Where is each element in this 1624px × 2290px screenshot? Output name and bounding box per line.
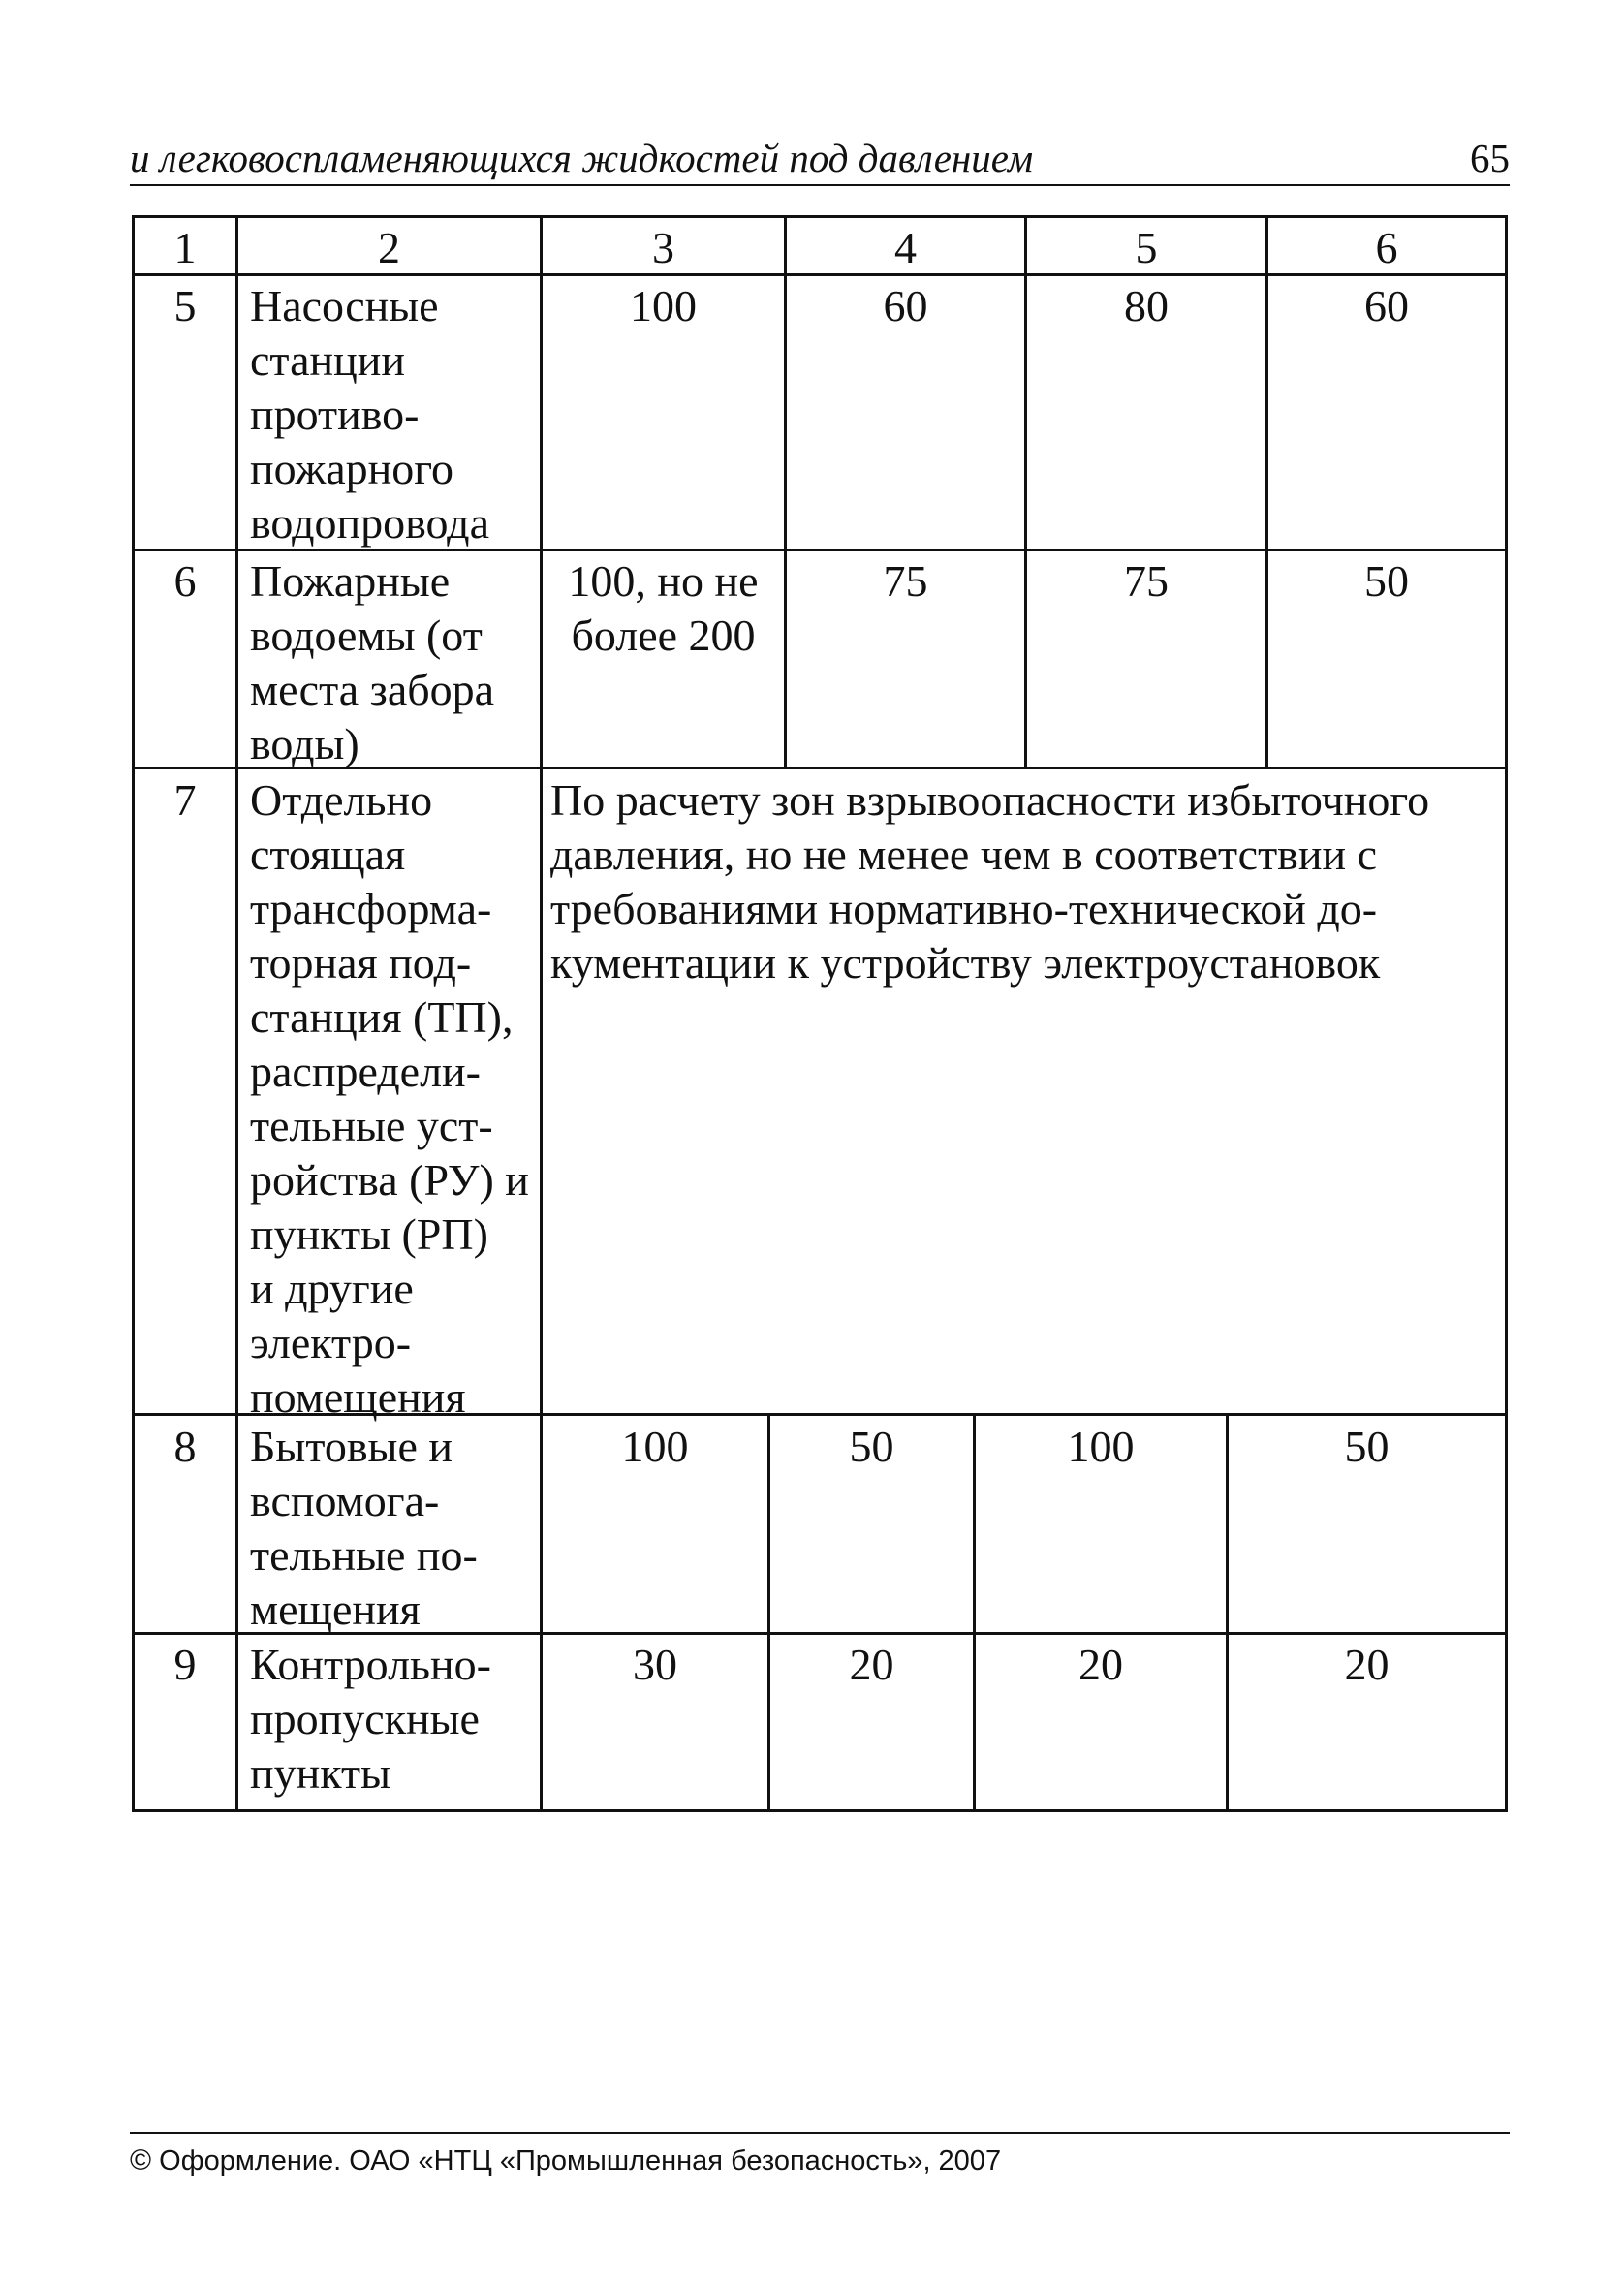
footer-text: Оформление. ОАО «НТЦ «Промышленная безопасность», 2007 [159, 2146, 1002, 2177]
table-cell: 30 [633, 1640, 677, 1689]
table-cell: 20 [849, 1640, 894, 1689]
table-cell: 75 [883, 556, 928, 606]
row-name: Бытовые и вспомога- тельные по- мещения [250, 1422, 478, 1634]
row-name: Насосные станции противо- пожарного водопровода [250, 281, 490, 548]
running-header [130, 132, 1510, 184]
table-cell: 60 [883, 281, 928, 330]
table-border-right [1505, 215, 1508, 1812]
table-border-top [132, 215, 1508, 218]
table-header-cell: 5 [1135, 223, 1158, 272]
table-cell: 100, но не более 200 [568, 556, 759, 660]
row-number: 9 [173, 1640, 197, 1689]
table-header-cell: 4 [894, 223, 917, 272]
row-number: 6 [173, 556, 197, 606]
table-cell: 100 [630, 281, 697, 330]
row-number: 7 [173, 775, 197, 825]
table-cell: 20 [1078, 1640, 1123, 1689]
table-cell: 100 [1067, 1422, 1135, 1471]
merged-requirement-text: По расчету зон взрывоопасности избыточного давления, но не менее чем в соответствии с требованиями нормативно-технической до- кументации к устройству электроустановок [550, 775, 1430, 988]
row-name: Отдельно стоящая трансформа- торная под- станция (ТП), распредели- тельные уст- ройства (РУ) и пункты (РП) и другие электро- помещения [250, 775, 529, 1422]
table-border-left [132, 215, 135, 1812]
table-cell: 20 [1344, 1640, 1390, 1689]
table-border-bottom [132, 1809, 1508, 1812]
row-number: 5 [173, 281, 197, 330]
header-title: и легковоспламеняющихся жидкостей под давлением [130, 136, 1034, 180]
table-cell: 100 [621, 1422, 689, 1471]
header-rule [130, 184, 1510, 186]
footer-rule [130, 2132, 1510, 2134]
table-cell: 75 [1124, 556, 1169, 606]
footer [130, 2142, 1001, 2180]
table-cell: 60 [1364, 281, 1409, 330]
row-name: Пожарные водоемы (от места забора воды) [250, 556, 495, 769]
table-cell: 50 [1344, 1422, 1390, 1471]
page-number: 65 [1470, 136, 1510, 180]
table-header-cell: 2 [378, 223, 400, 272]
table-header-cell: 1 [173, 223, 197, 272]
distance-table [132, 215, 1508, 1812]
table-cell: 50 [849, 1422, 894, 1471]
copyright-symbol: © [130, 2145, 152, 2177]
table-cell: 50 [1364, 556, 1409, 606]
table-cell: 80 [1124, 281, 1169, 330]
table-line [540, 215, 543, 1812]
table-header-cell: 6 [1375, 223, 1398, 272]
table-header-cell: 3 [652, 223, 674, 272]
row-name: Контрольно- пропускные пункты [250, 1640, 491, 1798]
row-number: 8 [173, 1422, 197, 1471]
